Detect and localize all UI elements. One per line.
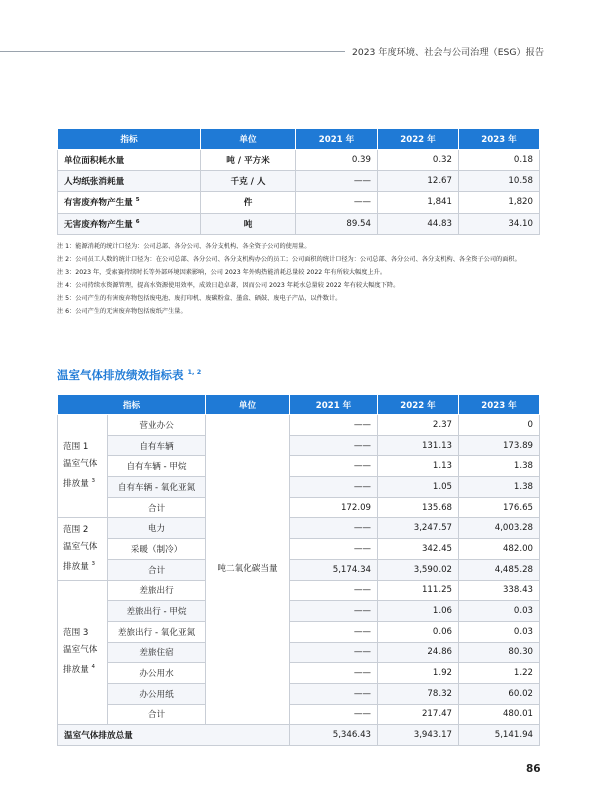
- value-2021: 5,346.43: [290, 725, 378, 746]
- table-header-row: [58, 129, 540, 150]
- table-row: [58, 621, 540, 642]
- section-title: 温室气体排放绩效指标表 $^{1, 2}$: [57, 368, 202, 382]
- col-header-unit: 单位: [206, 395, 290, 415]
- footnote-marker: 4: [91, 664, 96, 671]
- footnote-marker: 6: [135, 218, 140, 225]
- scope1-label: 范围 1 温室气体 排放量 $^3$: [58, 415, 108, 518]
- footnote: 注 4：公司持续水资源管理，提高水资源使用效率，成效日趋卓著，因而公司 2023 年耗水总量较 2022 年有较大幅度下降。: [57, 282, 400, 289]
- value-2021: ——: [290, 683, 378, 704]
- page-number: 86: [526, 763, 541, 775]
- row-unit: 件: [201, 192, 296, 213]
- value-2021: ——: [290, 580, 378, 601]
- col-header-2022: 2022 年: [378, 129, 459, 150]
- value-2023: 1.22: [459, 663, 540, 684]
- col-header-indicator: 指标: [58, 129, 201, 150]
- footnotes: [57, 242, 541, 320]
- table-row: [58, 415, 540, 436]
- value-2022: 0.06: [378, 621, 459, 642]
- table-row: [58, 580, 540, 601]
- col-header-2023: 2023 年: [459, 395, 540, 415]
- footnote: 注 2：公司员工人数的统计口径为：在公司总部、各分公司、各分支机构办公的员工；公司面积的统计口径为：公司总部、各分公司、各分支机构、各全资子公司的面积。: [57, 256, 521, 263]
- table-row: [58, 559, 540, 580]
- scope2-label: 范围 2 温室气体 排放量 $^3$: [58, 518, 108, 580]
- row-label: 差旅出行: [108, 580, 206, 601]
- value-2023: 0.18: [459, 150, 540, 171]
- table-row: [58, 477, 540, 498]
- value-2022: 342.45: [378, 539, 459, 560]
- table-row: [58, 683, 540, 704]
- value-2021: ——: [290, 456, 378, 477]
- footnote: 注 5：公司产生的有害废弃物包括废电池、废打印机、废碳粉盒、墨盒、硒鼓、废电子产品，以件数计。: [57, 295, 342, 302]
- value-2022: 3,943.17: [378, 725, 459, 746]
- row-label: 自有车辆 - 氧化亚氮: [108, 477, 206, 498]
- value-2022: 1.06: [378, 601, 459, 622]
- value-2022: 1,841: [378, 192, 459, 213]
- value-2023: 1,820: [459, 192, 540, 213]
- col-header-2023: 2023 年: [459, 129, 540, 150]
- row-label: 营业办公: [108, 415, 206, 436]
- table-row: [58, 601, 540, 622]
- row-label: 办公用纸: [108, 683, 206, 704]
- value-2021: 0.39: [296, 150, 378, 171]
- value-2021: 89.54: [296, 213, 378, 234]
- row-unit: 吨 / 平方米: [201, 150, 296, 171]
- value-2023: 338.43: [459, 580, 540, 601]
- value-2023: 176.65: [459, 497, 540, 518]
- table-row: [58, 150, 540, 171]
- value-2023: 5,141.94: [459, 725, 540, 746]
- value-2021: ——: [296, 192, 378, 213]
- footnote-marker: 3: [91, 561, 96, 568]
- ghg-emissions-table: [57, 394, 540, 746]
- value-2021: ——: [290, 518, 378, 539]
- table-row: [58, 213, 540, 234]
- row-unit: 吨: [201, 213, 296, 234]
- value-2022: 24.86: [378, 642, 459, 663]
- value-2022: 3,247.57: [378, 518, 459, 539]
- row-label: 差旅住宿: [108, 642, 206, 663]
- resource-usage-table: [57, 128, 540, 235]
- value-2022: 1.05: [378, 477, 459, 498]
- col-header-2021: 2021 年: [296, 129, 378, 150]
- value-2022: 2.37: [378, 415, 459, 436]
- value-2022: 3,590.02: [378, 559, 459, 580]
- row-label: 无害废弃物产生量 $^6$: [58, 213, 201, 234]
- report-header-title: 2023 年度环境、社会与公司治理（ESG）报告: [352, 47, 545, 58]
- value-2021: ——: [290, 435, 378, 456]
- value-2023: 0: [459, 415, 540, 436]
- table-header-row: [58, 395, 540, 415]
- value-2022: 131.13: [378, 435, 459, 456]
- row-label: 电力: [108, 518, 206, 539]
- row-label: 自有车辆: [108, 435, 206, 456]
- value-2021: ——: [290, 539, 378, 560]
- value-2023: 173.89: [459, 435, 540, 456]
- row-label: 人均纸张消耗量: [58, 171, 201, 192]
- footnote-marker: 1, 2: [187, 368, 202, 377]
- scope3-label: 范围 3 温室气体 排放量 $^4$: [58, 580, 108, 725]
- row-label: 自有车辆 - 甲烷: [108, 456, 206, 477]
- table-total-row: [58, 725, 540, 746]
- value-2022: 12.67: [378, 171, 459, 192]
- value-2021: ——: [290, 642, 378, 663]
- value-2023: 0.03: [459, 621, 540, 642]
- col-header-unit: 单位: [201, 129, 296, 150]
- value-2022: 78.32: [378, 683, 459, 704]
- footnote: 注 3：2023 年，受索赛持续时长等外部环境因素影响，公司 2023 年外购热能消耗总量较 2022 年有所较大幅度上升。: [57, 269, 387, 276]
- footnote-marker: 5: [135, 197, 140, 204]
- col-header-2022: 2022 年: [378, 395, 459, 415]
- value-2023: 1.38: [459, 456, 540, 477]
- table-row: [58, 539, 540, 560]
- value-2022: 135.68: [378, 497, 459, 518]
- unit-cell: 吨二氧化碳当量: [206, 415, 290, 725]
- footnote: 注 1：能源消耗的统计口径为：公司总部、各分公司、各分支机构、各全资子公司的使用量。: [57, 243, 311, 250]
- value-2021: ——: [290, 601, 378, 622]
- value-2023: 4,485.28: [459, 559, 540, 580]
- value-2023: 80.30: [459, 642, 540, 663]
- footnote: 注 6：公司产生的无害废弃物包括废纸产生量。: [57, 308, 187, 315]
- value-2021: ——: [290, 704, 378, 725]
- value-2021: ——: [290, 415, 378, 436]
- row-unit: 千克 / 人: [201, 171, 296, 192]
- value-2021: ——: [290, 477, 378, 498]
- value-2023: 480.01: [459, 704, 540, 725]
- footnote-marker: 3: [91, 478, 96, 485]
- table-row: [58, 497, 540, 518]
- table-row: [58, 435, 540, 456]
- row-label: 差旅出行 - 氧化亚氮: [108, 621, 206, 642]
- table-row: [58, 518, 540, 539]
- value-2022: 1.92: [378, 663, 459, 684]
- table-row: [58, 642, 540, 663]
- value-2023: 34.10: [459, 213, 540, 234]
- value-2022: 44.83: [378, 213, 459, 234]
- value-2023: 0.03: [459, 601, 540, 622]
- value-2022: 0.32: [378, 150, 459, 171]
- table-row: [58, 192, 540, 213]
- row-label: 单位面积耗水量: [58, 150, 201, 171]
- table-row: [58, 171, 540, 192]
- value-2023: 4,003.28: [459, 518, 540, 539]
- value-2022: 1.13: [378, 456, 459, 477]
- col-header-indicator: 指标: [58, 395, 206, 415]
- value-2021: 5,174.34: [290, 559, 378, 580]
- value-2023: 10.58: [459, 171, 540, 192]
- value-2021: ——: [290, 621, 378, 642]
- header-rule: [0, 51, 345, 52]
- value-2021: ——: [290, 663, 378, 684]
- value-2021: 172.09: [290, 497, 378, 518]
- row-label: 合计: [108, 497, 206, 518]
- row-label: 差旅出行 - 甲烷: [108, 601, 206, 622]
- value-2022: 111.25: [378, 580, 459, 601]
- table-row: [58, 663, 540, 684]
- col-header-2021: 2021 年: [290, 395, 378, 415]
- table-row: [58, 704, 540, 725]
- value-2021: ——: [296, 171, 378, 192]
- total-label: 温室气体排放总量: [58, 725, 290, 746]
- value-2023: 60.02: [459, 683, 540, 704]
- value-2023: 482.00: [459, 539, 540, 560]
- value-2022: 217.47: [378, 704, 459, 725]
- value-2023: 1.38: [459, 477, 540, 498]
- row-label: 合计: [108, 704, 206, 725]
- table-row: [58, 456, 540, 477]
- row-label: 有害废弃物产生量 $^5$: [58, 192, 201, 213]
- row-label: 采暖（制冷）: [108, 539, 206, 560]
- row-label: 合计: [108, 559, 206, 580]
- row-label: 办公用水: [108, 663, 206, 684]
